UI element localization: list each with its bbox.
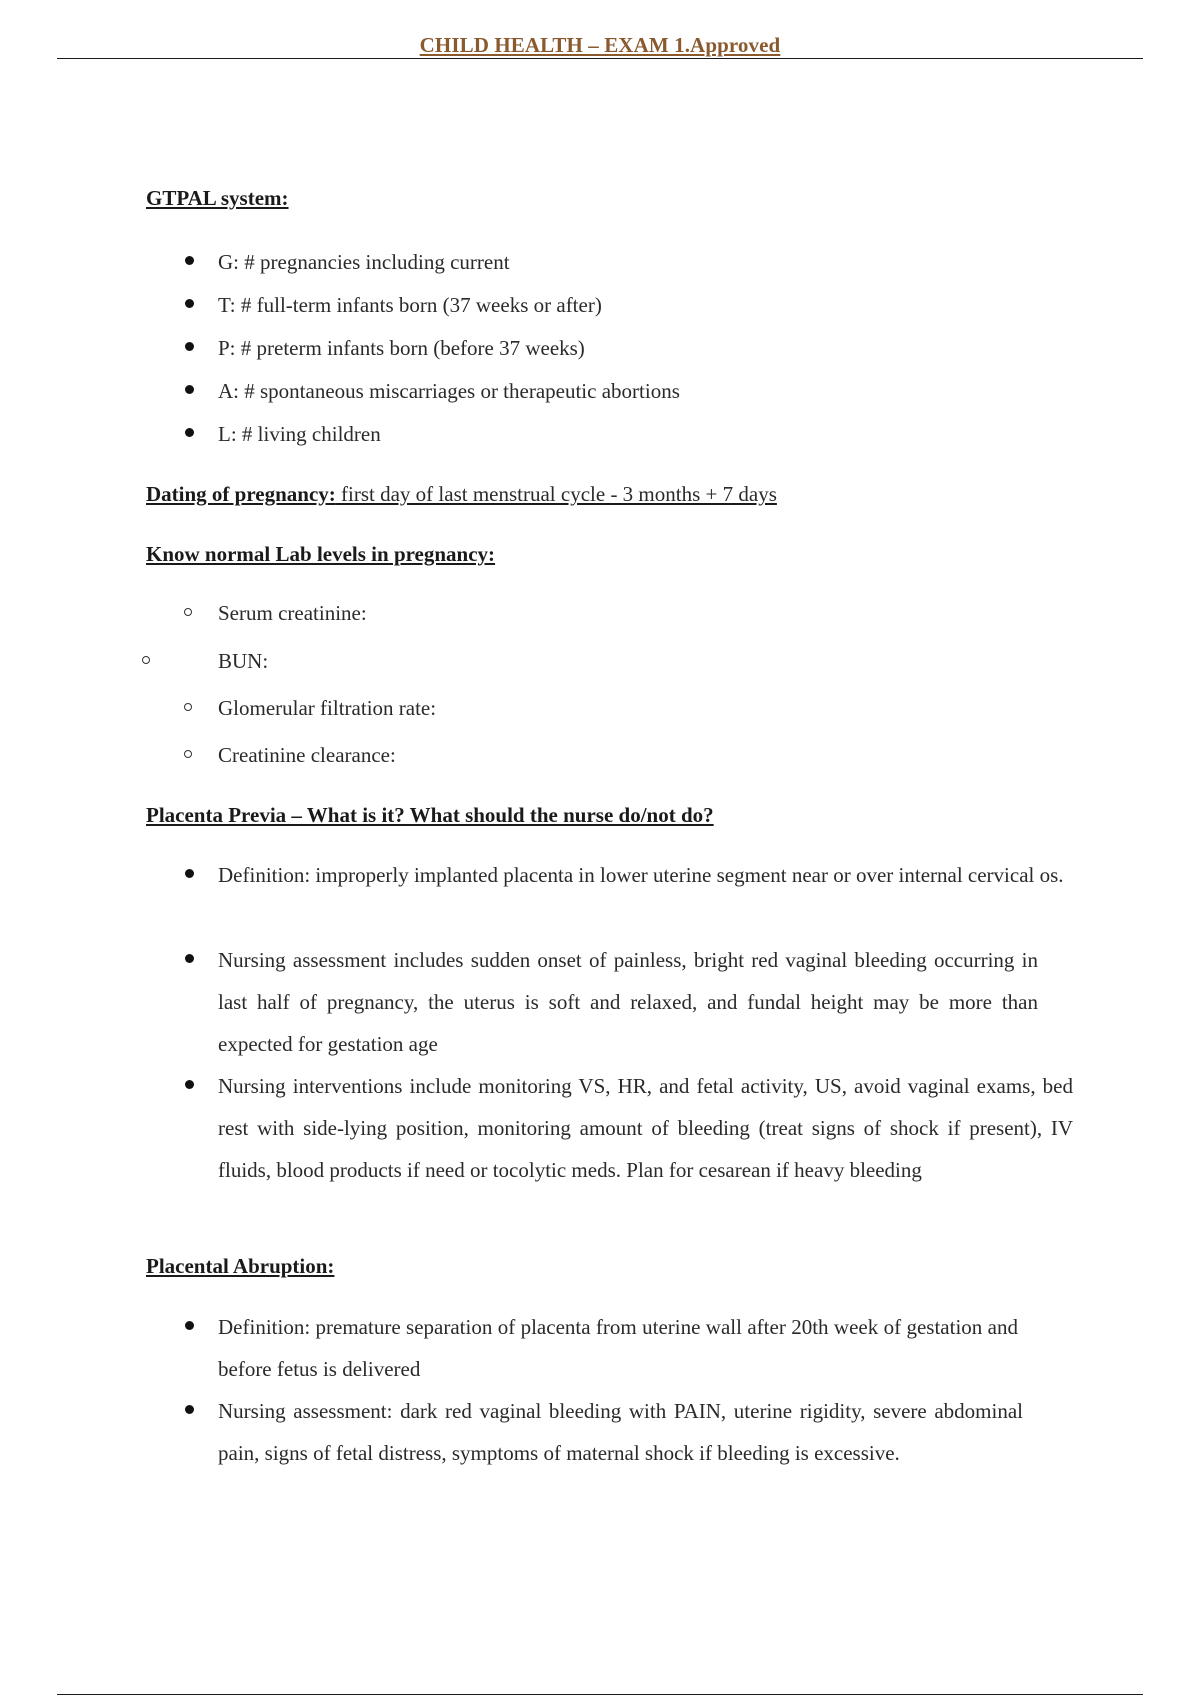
bullet-icon: [185, 256, 194, 265]
circle-bullet-icon: [184, 750, 192, 758]
list-item: Nursing interventions include monitoring VS, HR, and fetal activity, US, avoid vaginal exams, bed rest with side-lying position, monitoring amount of bleeding (treat signs of shock if present), IV fluids, blood products if need or tocolytic meds. Plan for cesarean if heavy bleeding: [218, 1065, 1073, 1191]
footer-divider: [57, 1694, 1143, 1695]
page-header: [57, 32, 1143, 59]
dating-heading: Dating of pregnancy: first day of last menstrual cycle - 3 months + 7 days: [146, 482, 777, 506]
bullet-icon: [185, 299, 194, 308]
gtpal-heading: GTPAL system:: [146, 186, 289, 210]
labs-heading: Know normal Lab levels in pregnancy:: [146, 542, 496, 566]
list-item: T: # full-term infants born (37 weeks or after): [218, 284, 1088, 326]
list-item: Serum creatinine:: [218, 592, 1088, 634]
list-item: BUN:: [218, 640, 1088, 682]
list-item: Definition: premature separation of placenta from uterine wall after 20th week of gestation and before fetus is delivered: [218, 1306, 1018, 1390]
document-title: CHILD HEALTH – EXAM 1.Approved: [419, 33, 781, 57]
dating-text: first day of last menstrual cycle - 3 months + 7 days: [335, 482, 777, 506]
list-item: A: # spontaneous miscarriages or therapeutic abortions: [218, 370, 1088, 412]
bullet-icon: [185, 428, 194, 437]
list-item: Creatinine clearance:: [218, 734, 1088, 776]
abruption-heading: Placental Abruption:: [146, 1254, 335, 1278]
bullet-icon: [185, 954, 194, 963]
list-item: G: # pregnancies including current: [218, 241, 1088, 283]
circle-bullet-icon: [142, 656, 150, 664]
bullet-icon: [185, 1080, 194, 1089]
list-item: Glomerular filtration rate:: [218, 687, 1088, 729]
circle-bullet-icon: [184, 608, 192, 616]
bullet-icon: [185, 869, 194, 878]
previa-heading: Placenta Previa – What is it? What should the nurse do/not do?: [146, 803, 714, 827]
list-item: Definition: improperly implanted placenta in lower uterine segment near or over internal cervical os.: [218, 854, 1153, 896]
bullet-icon: [185, 1405, 194, 1414]
list-item: Nursing assessment includes sudden onset of painless, bright red vaginal bleeding occurring in last half of pregnancy, the uterus is soft and relaxed, and fundal height may be more than expected for gestation age: [218, 939, 1038, 1065]
circle-bullet-icon: [184, 703, 192, 711]
list-item: L: # living children: [218, 413, 1088, 455]
bullet-icon: [185, 1321, 194, 1330]
bullet-icon: [185, 342, 194, 351]
list-item: Nursing assessment: dark red vaginal bleeding with PAIN, uterine rigidity, severe abdominal pain, signs of fetal distress, symptoms of maternal shock if bleeding is excessive.: [218, 1390, 1023, 1474]
bullet-icon: [185, 385, 194, 394]
list-item: P: # preterm infants born (before 37 weeks): [218, 327, 1088, 369]
